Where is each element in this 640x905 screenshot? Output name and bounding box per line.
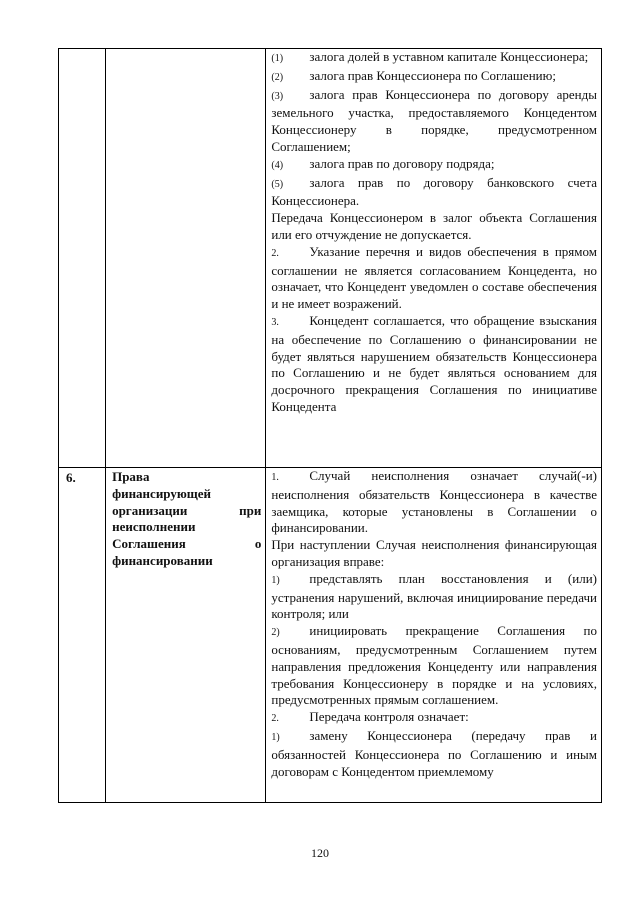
paragraph-marker: (2) [271,71,284,83]
row-number-cell [59,49,106,468]
paragraph-text: залога прав Концессионера по Соглашению; [309,67,556,83]
row-title [106,468,265,570]
paragraph-marker: 1) [271,574,280,586]
paragraph [271,49,597,68]
paragraph-marker: (5) [271,178,284,190]
row-title-cell [106,49,266,468]
paragraph-text: Передача контроля означает: [309,709,469,725]
paragraph-text: залога прав Концессионера по договору аренды земельного участка, предоставляемого Концедентом Концессионеру в порядке, предусмотренном Соглашением; [271,86,597,154]
paragraph-marker: 3. [271,316,279,328]
paragraph [271,175,597,211]
paragraph-marker: (4) [271,159,284,171]
row-title-cell [106,468,266,803]
title-line: неисполнении [112,519,196,535]
paragraph-text: представлять план восстановления и (или) устранения нарушений, включая инициирование передачи контроля; или [271,570,597,622]
document-table [58,48,602,803]
row-number-cell [59,468,106,803]
table-row [59,468,602,803]
paragraph-marker: 1. [271,472,279,483]
paragraph [271,728,597,780]
paragraph-text: Указание перечня и видов обеспечения в прямом соглашении не является согласованием Концедента, но означает, что Концедент уведомлен о составе обеспечения и не имеет возражений. [271,243,597,312]
paragraph [271,709,597,728]
paragraph-marker: 2) [271,627,280,639]
paragraph-marker: (3) [271,90,284,102]
paragraph-text: Передача Концессионером в залог объекта Соглашения или его отчуждение не допускается. [271,210,597,242]
paragraph [271,571,597,623]
paragraph [271,87,597,156]
title-line: финансирующей [112,485,212,501]
row-text-cell [266,468,602,803]
paragraph-text: При наступлении Случая неисполнения финансирующая организация вправе: [271,537,597,569]
paragraph [271,156,597,175]
row-text-cell [266,49,602,468]
page-number: 120 [311,846,329,860]
title-line: финансировании [112,552,213,568]
paragraph [271,68,597,87]
paragraph-text: залога прав по договору подряда; [309,155,495,171]
paragraph [271,623,597,709]
row-number: 6. [66,470,76,485]
paragraph-text: Концедент соглашается, что обращение взыскания на обеспечение по Соглашению о финансировании не будет являться нарушением обязательств Концессионера по Соглашению и не будет являться основанием для досрочного прекращения Соглашения по инициативе Концедента [271,312,597,414]
paragraph-marker: 1) [271,731,280,743]
paragraph [271,210,597,244]
paragraph [271,244,597,313]
paragraph [271,468,597,537]
paragraph-text: Случай неисполнения означает случай(-и) неисполнения обязательств Концессионера в качестве заемщика, которые установлены в Соглашении о финансировании. [271,468,597,536]
paragraph-text: залога прав по договору банковского счета Концессионера. [271,174,597,209]
paragraph-text: инициировать прекращение Соглашения по основаниям, предусмотренным Соглашением путем направления предложения Концеденту или направления требования Концессионеру в порядке и на условиях, предусмотренных прямым соглашением. [271,623,597,708]
paragraph-text: залога долей в уставном капитале Концессионера; [309,49,589,64]
title-line: организации при [112,502,262,518]
paragraph [271,313,597,416]
paragraph-text: замену Концессионера (передачу прав и обязанностей Концессионера по Соглашению и иным договорам с Концедентом приемлемому [271,727,597,779]
paragraph [271,537,597,571]
title-line: Соглашения о [112,536,262,552]
paragraph-marker: (1) [271,53,284,64]
paragraph-marker: 2. [271,713,279,725]
table-row [59,49,602,468]
title-line: Права [112,469,150,484]
paragraph-marker: 2. [271,247,279,259]
